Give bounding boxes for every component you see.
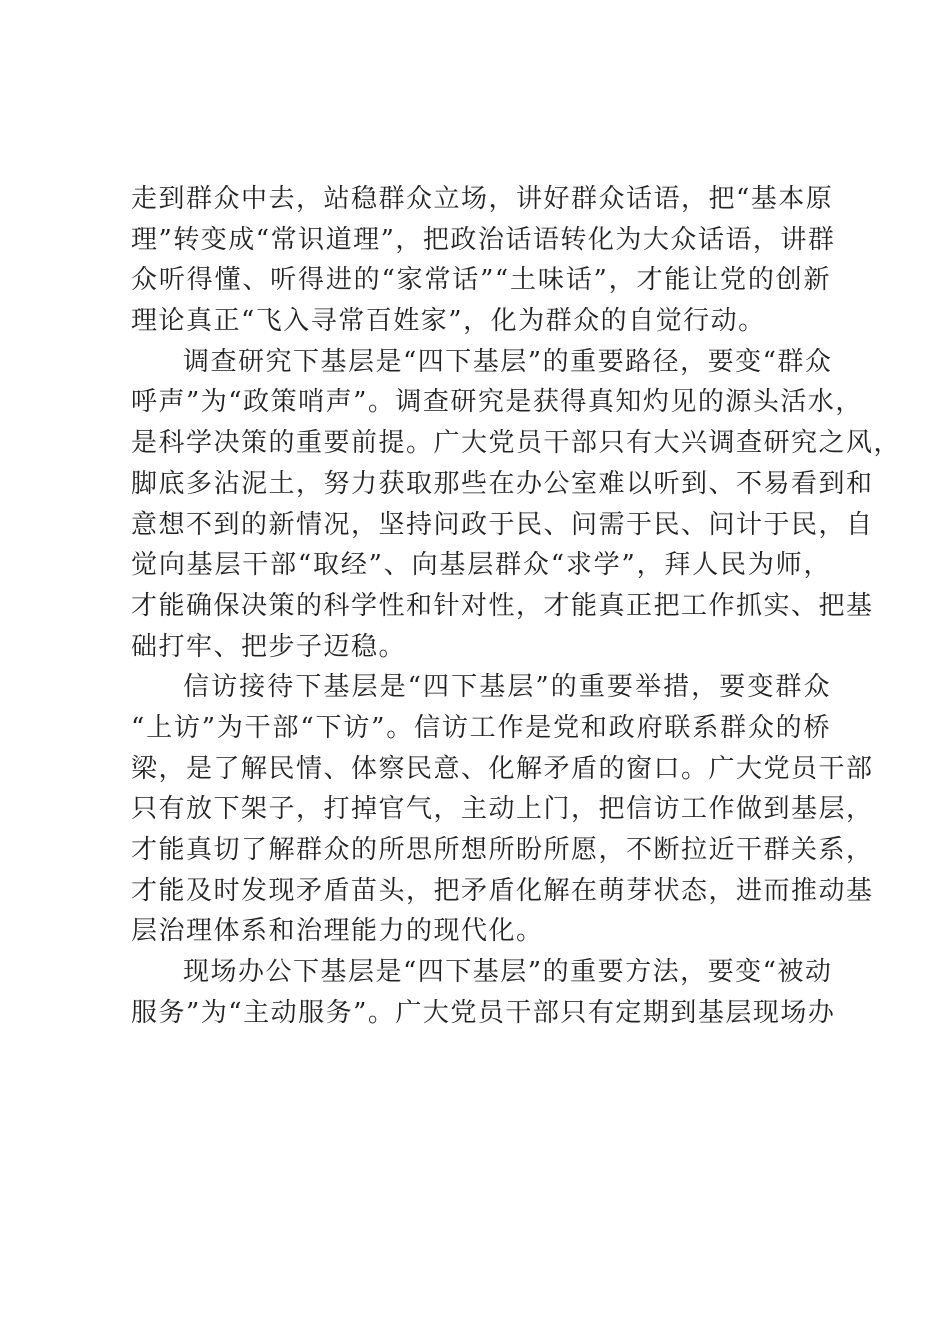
text-line: 众听得懂、听得进的“家常话”“土味话”，才能让党的创新 <box>131 265 831 296</box>
text-line: 层治理体系和治理能力的现代化。 <box>131 916 544 947</box>
document-body <box>131 179 902 1033</box>
paragraph-continuation <box>131 179 836 342</box>
paragraph-petition-reception <box>131 667 874 952</box>
text-line: 是科学决策的重要前提。广大党员干部只有大兴调查研究之风， <box>131 428 902 459</box>
text-line: 才能确保决策的科学性和针对性，才能真正把工作抓实、把基 <box>131 590 874 621</box>
text-line: 意想不到的新情况，坚持问政于民、问需于民、问计于民，自 <box>131 509 874 540</box>
text-line: 服务”为“主动服务”。广大党员干部只有定期到基层现场办 <box>131 997 836 1028</box>
text-line: 只有放下架子，打掉官气，主动上门，把信访工作做到基层， <box>131 794 874 825</box>
text-line: 才能及时发现矛盾苗头，把矛盾化解在萌芽状态，进而推动基 <box>131 875 874 906</box>
text-line: 脚底多沾泥土，努力获取那些在办公室难以听到、不易看到和 <box>131 468 874 499</box>
text-line: 信访接待下基层是“四下基层”的重要举措，要变群众 <box>183 672 831 703</box>
text-line: 觉向基层干部“取经”、向基层群众“求学”，拜人民为师， <box>131 550 831 581</box>
text-line: 呼声”为“政策哨声”。调查研究是获得真知灼见的源头活水， <box>131 387 863 418</box>
text-line: 现场办公下基层是“四下基层”的重要方法，要变“被动 <box>183 957 833 988</box>
text-line: “上访”为干部“下访”。信访工作是党和政府联系群众的桥 <box>131 712 831 743</box>
paragraph-survey-research <box>131 342 902 668</box>
text-line: 础打牢、把步子迈稳。 <box>131 631 407 662</box>
text-line: 走到群众中去，站稳群众立场，讲好群众话语，把“基本原 <box>131 184 834 214</box>
paragraph-onsite-office <box>131 952 836 1033</box>
text-line: 理论真正“飞入寻常百姓家”，化为群众的自觉行动。 <box>131 306 766 337</box>
text-line: 才能真切了解群众的所思所想所盼所愿，不断拉近干群关系， <box>131 835 874 865</box>
text-line: 理”转变成“常识道理”，把政治话语转化为大众话语，讲群 <box>131 224 836 255</box>
text-line: 梁，是了解民情、体察民意、化解矛盾的窗口。广大党员干部 <box>131 753 874 784</box>
text-line: 调查研究下基层是“四下基层”的重要路径，要变“群众 <box>183 346 833 377</box>
